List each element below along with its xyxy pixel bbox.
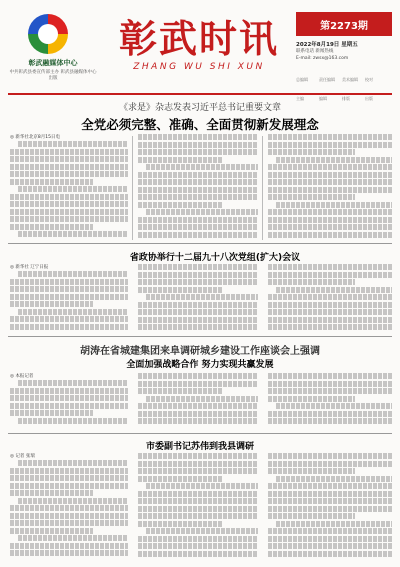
- staff-item: 责任编辑: [319, 77, 335, 82]
- article2-column-2: [138, 264, 258, 333]
- article4-headline: 市委副书记苏伟到我县调研: [145, 442, 254, 452]
- staff-item: 排版: [342, 96, 350, 101]
- article2-headline: 省政协举行十二届九十八次党组(扩大)会议: [129, 253, 301, 263]
- column-divider: [262, 136, 263, 240]
- staff-item: 主编: [296, 96, 304, 101]
- article1-headline: 全党必须完整、准确、全面贯彻新发展理念: [81, 117, 319, 132]
- article4-byline: ◎ 记者 张瑞: [10, 454, 35, 459]
- article1-byline: ◎ 新华社北京8月15日电: [10, 135, 60, 140]
- newspaper-title: 彰武时讯: [118, 16, 279, 61]
- newspaper-pinyin: ZHANG WU SHI XUN: [133, 62, 265, 72]
- staff-item: 编辑: [319, 96, 327, 101]
- article1-kicker: 《求是》杂志发表习近平总书记重要文章: [118, 103, 281, 113]
- section-divider: [8, 336, 392, 337]
- media-center-logo-icon: [28, 14, 68, 54]
- org-name: 彰武融媒体中心: [28, 59, 78, 67]
- publication-date: 2022年8月19日 星期五: [296, 42, 358, 48]
- article1-column-2: [138, 134, 258, 239]
- article3-column-2: [138, 373, 258, 430]
- article3-column-3: [268, 373, 392, 430]
- article4-column-2: [138, 453, 258, 564]
- article4-column-1: [10, 460, 128, 564]
- email-line: E-mail: zwsx@163.com: [296, 56, 349, 61]
- article3-byline: ◎ 本报记者: [10, 374, 34, 379]
- masthead-divider: [8, 93, 392, 95]
- article1-column-3: [268, 134, 392, 239]
- masthead: [0, 0, 400, 101]
- section-divider: [8, 243, 392, 244]
- staff-list: [296, 66, 392, 101]
- section-divider: [8, 433, 392, 434]
- issue-number: 第2273期: [320, 21, 368, 32]
- staff-item: 总编辑: [296, 77, 308, 82]
- column-divider: [132, 136, 133, 240]
- staff-item: 美术编辑: [342, 77, 358, 82]
- staff-item: 校对: [365, 77, 373, 82]
- article2-column-1: [10, 271, 128, 333]
- staff-item: 出版: [365, 96, 373, 101]
- article2-column-3: [268, 264, 392, 333]
- contact-line: 联系电话 新闻热线: [296, 49, 334, 54]
- org-description: 中共彰武县委宣传部主办 彰武县融媒体中心出版: [9, 70, 97, 81]
- article3-kicker: 胡涛在省城建集团来阜调研城乡建设工作座谈会上强调: [80, 346, 320, 357]
- article4-column-3: [268, 453, 392, 564]
- article2-byline: ◎ 新华社 辽宁日报: [10, 265, 49, 270]
- article3-headline: 全面加强战略合作 努力实现共赢发展: [126, 360, 274, 370]
- issue-badge: [296, 12, 392, 36]
- article1-column-1: [10, 141, 128, 239]
- article3-column-1: [10, 380, 128, 430]
